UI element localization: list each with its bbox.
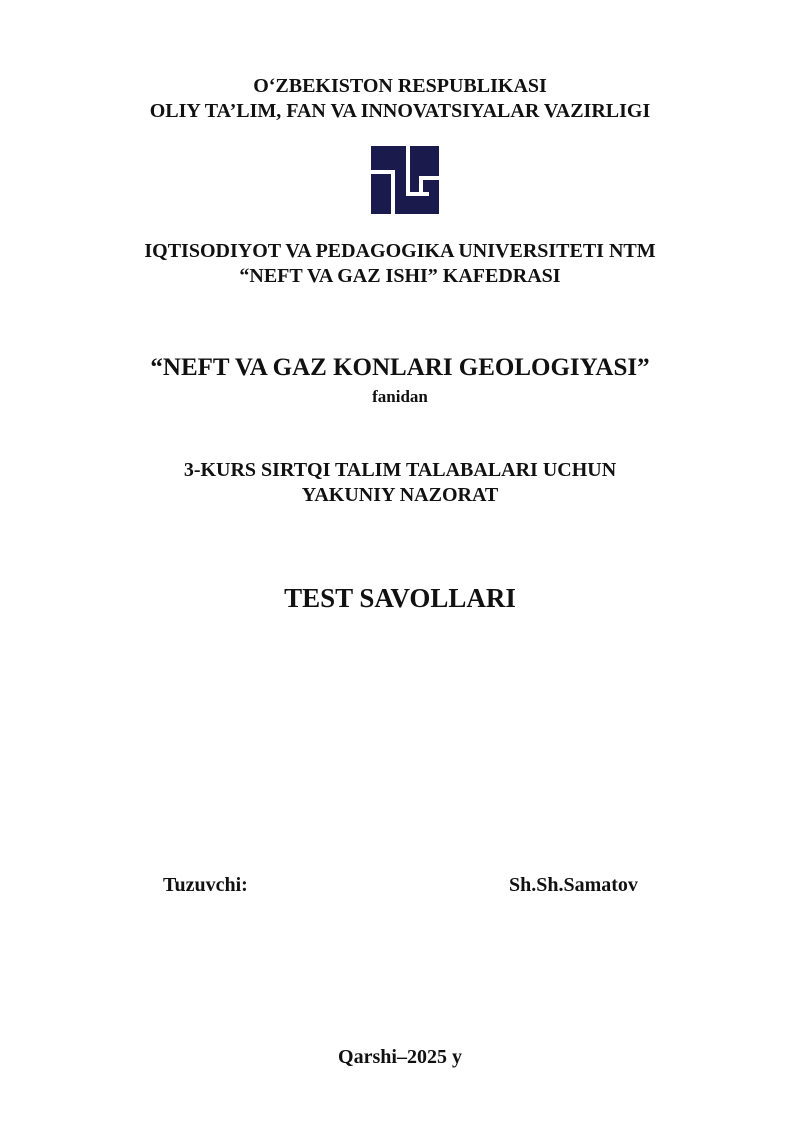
place-year: Qarshi–2025 y [338, 1046, 462, 1068]
country-heading: O‘ZBEKISTON RESPUBLIKASI [253, 75, 547, 97]
author-name: Sh.Sh.Samatov [509, 874, 638, 896]
subject-title: “NEFT VA GAZ KONLARI GEOLOGIYASI” [150, 354, 650, 381]
department-heading: “NEFT VA GAZ ISHI” KAFEDRASI [239, 265, 561, 287]
author-label: Tuzuvchi: [163, 874, 248, 896]
document-title: TEST SAVOLLARI [284, 583, 516, 613]
university-heading: IQTISODIYOT VA PEDAGOGIKA UNIVERSITETI NTM [144, 240, 656, 262]
university-logo-icon [371, 146, 439, 214]
subject-suffix: fanidan [372, 387, 428, 406]
audience-line-1: 3-KURS SIRTQI TALIM TALABALARI UCHUN [183, 459, 617, 481]
ministry-heading: OLIY TA’LIM, FAN VA INNOVATSIYALAR VAZIRLIGI [149, 100, 651, 122]
audience-line-2: YAKUNIY NAZORAT [301, 484, 499, 506]
